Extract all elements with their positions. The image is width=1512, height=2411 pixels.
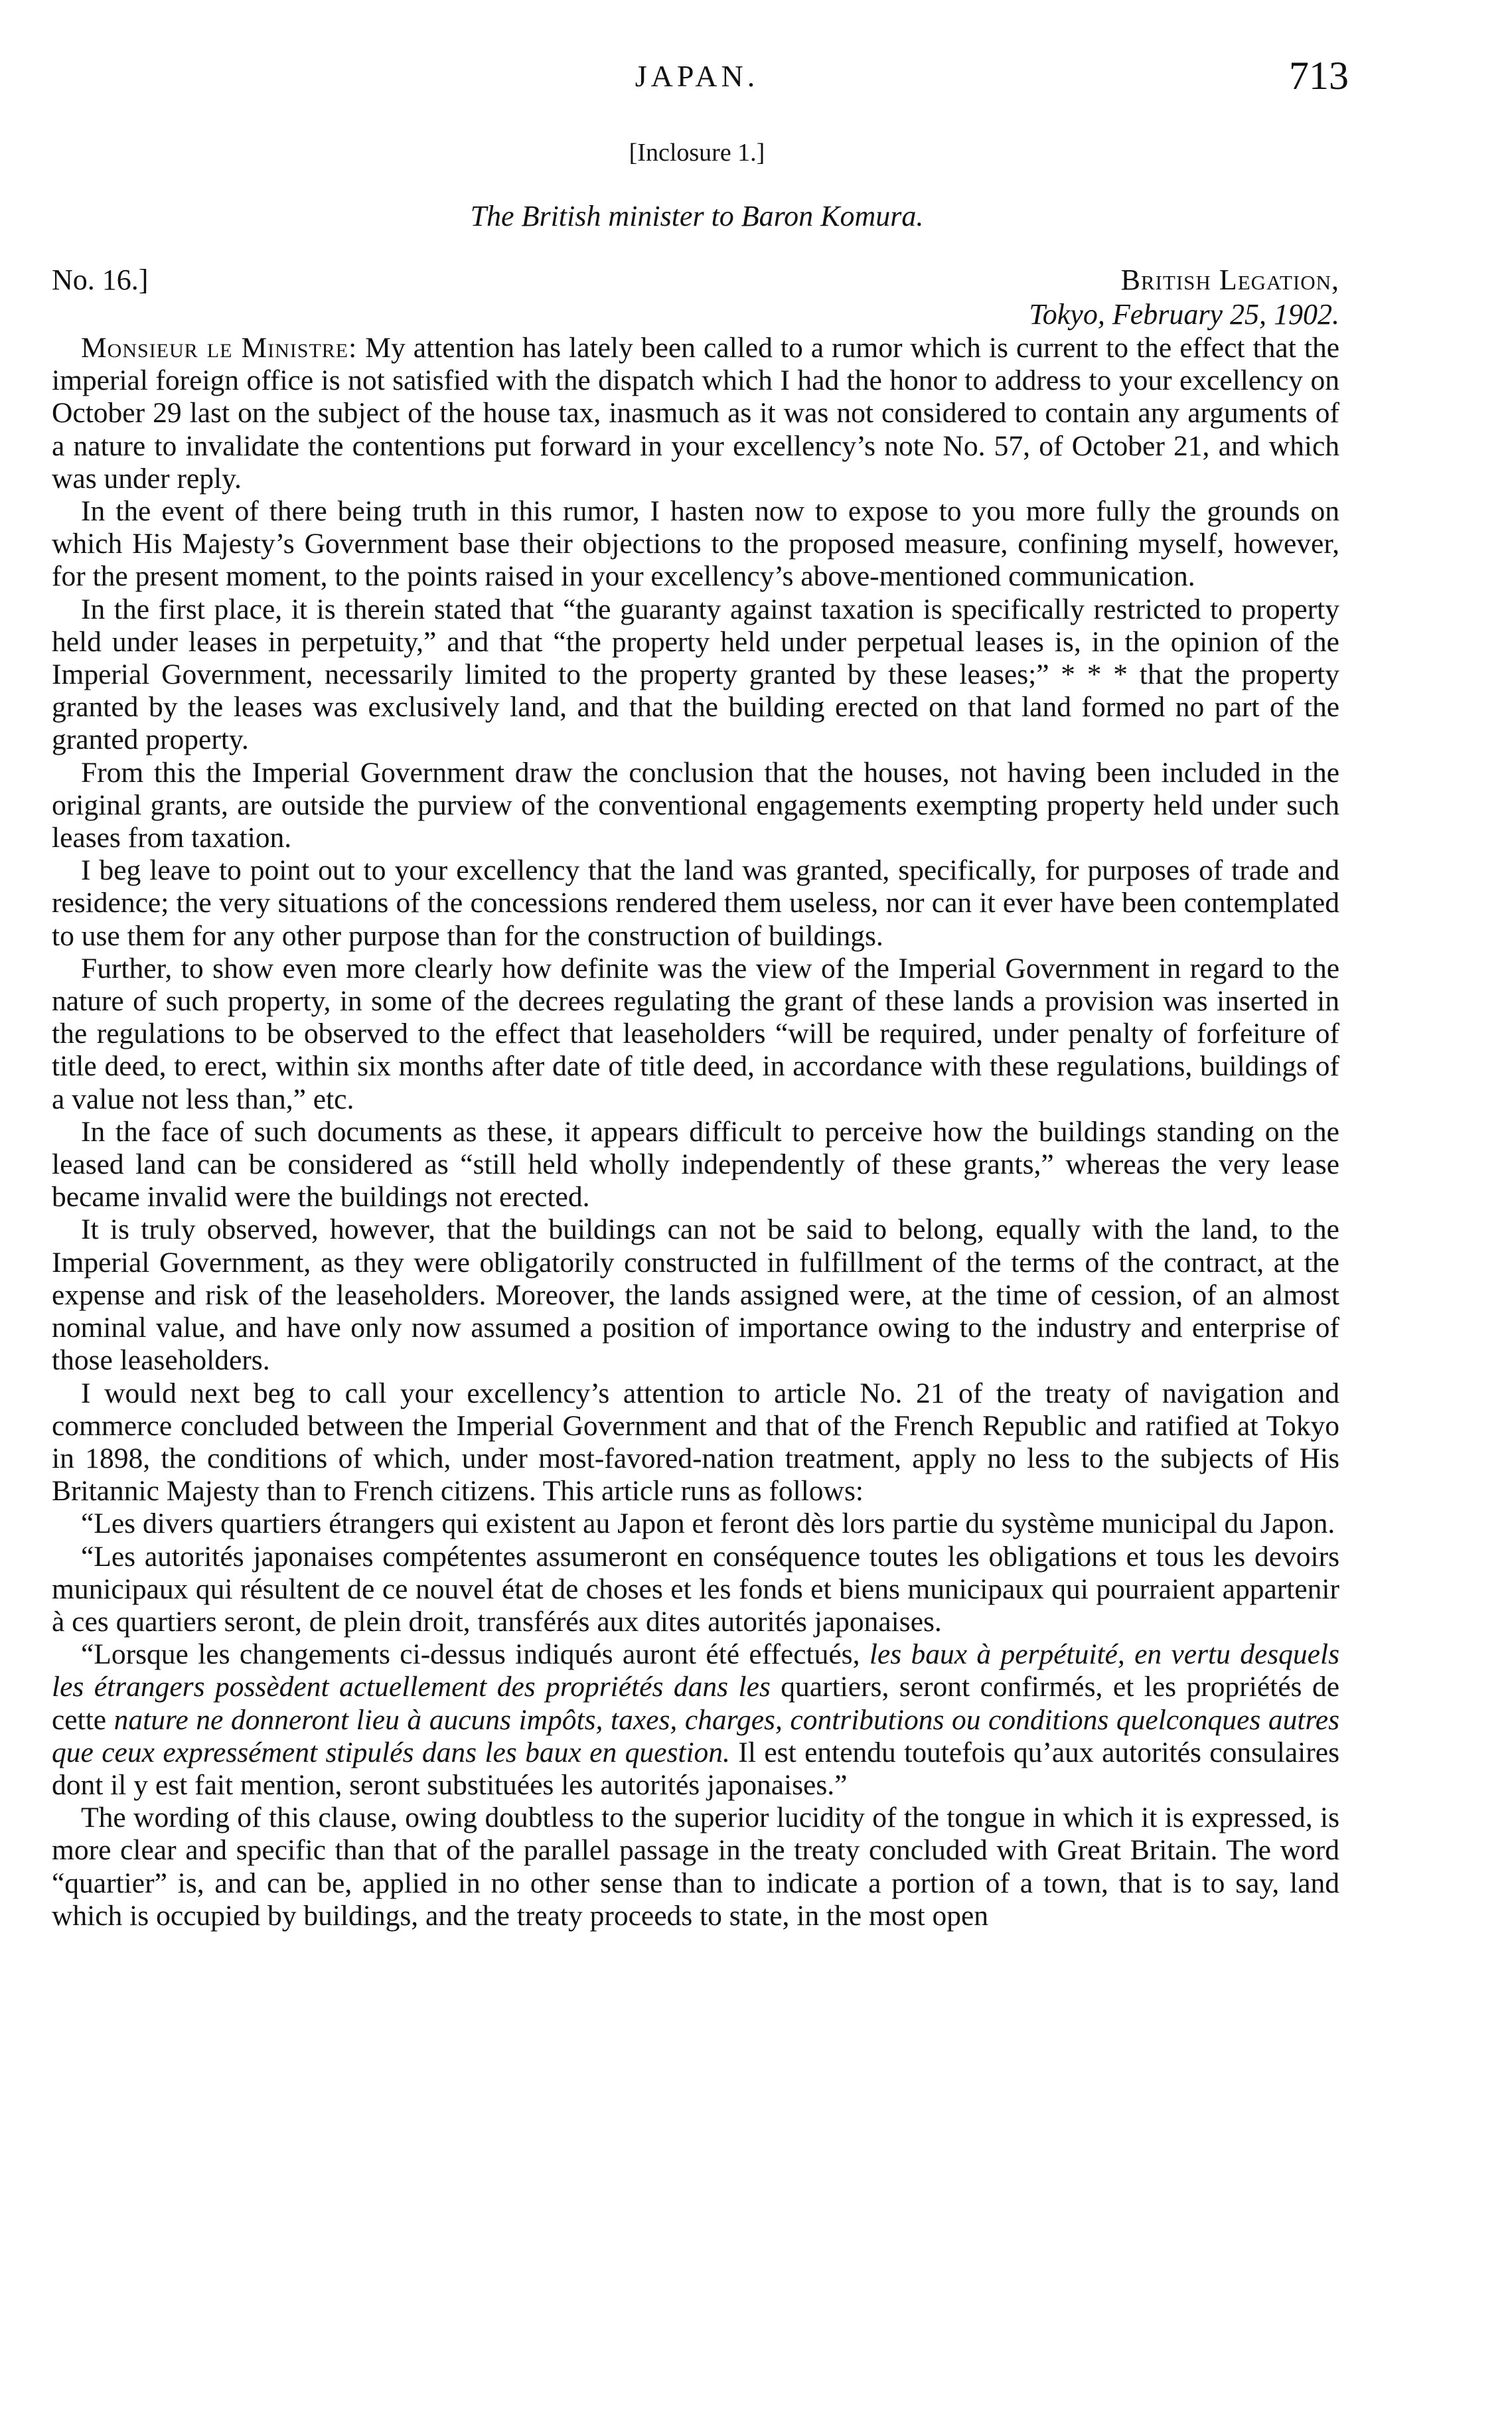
paragraph: I would next beg to call your excellency’s attention to article No. 21 of the treaty of navigation and commerce concluded between the Imperial Government and that of the French Republic and ratified at Tokyo in 1898, the conditions of which, under most-favored-nation treatment, apply no less to the subjects of His Britannic Majesty than to French citizens. This article runs as follows: [52, 1377, 1339, 1508]
paragraph: The wording of this clause, owing doubtless to the superior lucidity of the tongue in which it is expressed, is more clear and specific than that of the parallel passage in the treaty concluded with Great Britain. The word “quartier” is, and can be, applied in no other sense than to indicate a portion of a town, that is to say, land which is occupied by buildings, and the treaty proceeds to state, in the most open [52, 1802, 1339, 1932]
quoted-paragraph: “Les autorités japonaises compétentes assumeront en conséquence toutes les obligations et tous les devoirs municipaux qui résultent de ce nouvel état de choses et les fonds et biens municipaux qui pourraient appartenir à ces quartiers seront, de plein droit, transférés aux dites autorités japonaises. [52, 1540, 1339, 1638]
page-number: 713 [1289, 54, 1349, 98]
running-head-title: JAPAN. [635, 59, 759, 93]
letter-heading: The British minister to Baron Komura. [470, 200, 924, 232]
quoted-paragraph [52, 1638, 1339, 1802]
place-date: Tokyo, February 25, 1902. [1029, 298, 1339, 331]
paragraph: From this the Imperial Government draw the conclusion that the houses, not having been included in the original grants, are outside the purview of the conventional engagements exempting property held under such leases from taxation. [52, 756, 1339, 854]
paragraph: In the event of there being truth in this rumor, I hasten now to expose to you more fully the grounds on which His Majesty’s Government base their objections to the proposed measure, confining myself, however, for the present moment, to the points raised in your excellency’s above-mentioned communication. [52, 495, 1339, 593]
paragraph: In the first place, it is therein stated that “the guaranty against taxation is specifically restricted to property held under leases in perpetuity,” and that “the property held under perpetual leases is, in the opinion of the Imperial Government, necessarily limited to the property granted by these leases;” * * * that the property granted by the leases was exclusively land, and that the building erected on that land formed no part of the granted property. [52, 593, 1339, 756]
quote-italic: les baux à perpétuité, en vertu desquels les étrangers possèdent actuellement des propriétés dans les [52, 1638, 1340, 1703]
paragraph-text: My attention has lately been called to a rumor which is current to the effect that the imperial foreign office is not satisfied with the dispatch which I had the honor to address to your excellency on October 29 last on the subject of the house tax, inasmuch as it was not considered to contain any arguments of a nature to invalidate the contentions put forward in your excellency’s note No. 57, of October 21, and which was under reply. [52, 332, 1340, 495]
paragraph: It is truly observed, however, that the buildings can not be said to belong, equally with the land, to the Imperial Government, as they were obligatorily constructed in fulfillment of the terms of the contract, at the expense and risk of the leaseholders. Moreover, the lands assigned were, at the time of cession, of an almost nominal value, and have only now assumed a position of importance owing to the industry and enterprise of those leaseholders. [52, 1213, 1339, 1377]
paragraph: I beg leave to point out to your excellency that the land was granted, specifically, for purposes of trade and residence; the very situations of the concessions rendered them useless, nor can it ever have been contemplated to use them for any other purpose than for the construction of buildings. [52, 854, 1339, 952]
salutation: Monsieur le Ministre: [81, 332, 358, 364]
letter-body [52, 332, 1339, 1932]
quote-text: Il est entendu toutefois qu’aux autorités consulaires dont il y est fait mention, seront substituées les autorités japonaises.” [52, 1736, 1339, 1801]
quote-italic: nature ne donneront lieu à aucuns impôts, taxes, charges, contributions ou conditions quelconques autres que ceux expressément stipulés dans les baux en question. [52, 1703, 1339, 1768]
paragraph [52, 332, 1339, 495]
paragraph: Further, to show even more clearly how definite was the view of the Imperial Government in regard to the nature of such property, in some of the decrees regulating the grant of these lands a provision was inserted in the regulations to be observed to the effect that leaseholders “will be required, under penalty of forfeiture of title deed, to erect, within six months after date of title deed, in accordance with these regulations, buildings of a value not less than,” etc. [52, 952, 1339, 1115]
document-number: No. 16.] [52, 264, 149, 296]
paragraph: In the face of such documents as these, it appears difficult to perceive how the buildings standing on the leased land can be considered as “still held wholly independently of these grants,” whereas the very lease became invalid were the buildings not erected. [52, 1115, 1339, 1213]
legation-name: British Legation, [1120, 264, 1339, 296]
inclosure-label: [Inclosure 1.] [629, 139, 765, 167]
legation-block [1029, 263, 1339, 332]
quote-text: quartiers, seront confirmés, et les propriétés de cette [52, 1671, 1339, 1736]
quote-text: “Lorsque les changements ci-dessus indiqués auront été effectués, [81, 1638, 869, 1671]
running-head [0, 54, 1512, 112]
quoted-paragraph: “Les divers quartiers étrangers qui existent au Japon et feront dès lors partie du système municipal du Japon. [81, 1508, 1335, 1540]
